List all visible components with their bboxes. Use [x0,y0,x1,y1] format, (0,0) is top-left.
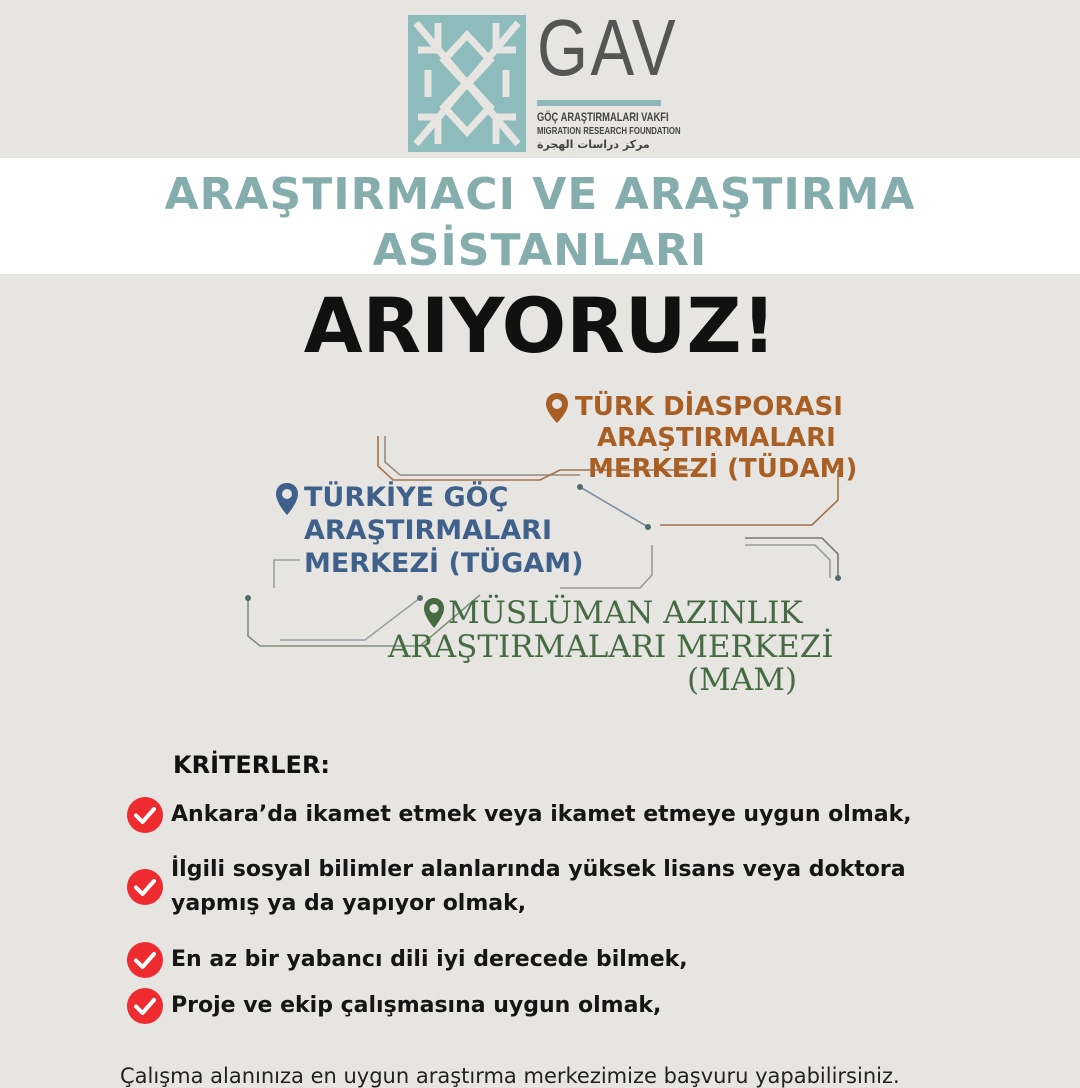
headline-line-1: ARAŞTIRMACI VE ARAŞTIRMA [164,169,916,220]
check-circle-icon [127,869,163,905]
check-circle-icon [127,797,163,833]
logo-subtitle-ar: مركز دراسات الهجرة [537,138,650,151]
tudam-line-3: MERKEZİ (TÜDAM) [588,454,858,484]
tugam-line-1: TÜRKİYE GÖÇ [304,482,509,513]
location-pin-icon [274,482,300,516]
tudam-line-1: TÜRK DİASPORASI [575,392,843,422]
logo-subtitle-en: MIGRATION RESEARCH FOUNDATION [537,126,681,137]
criteria-item-3: En az bir yabancı dili iyi derecede bilmek, [171,947,688,972]
check-circle-icon [127,942,163,978]
check-circle-icon [127,988,163,1024]
logo-subtitle-tr: GÖÇ ARAŞTIRMALARI VAKFI [537,110,669,124]
footer-note: Çalışma alanınıza en uygun araştırma merkezimize başvuru yapabilirsiniz. [120,1064,900,1088]
mam-line-3: (MAM) [687,662,798,698]
location-pin-icon [422,597,446,629]
criteria-item-4: Proje ve ekip çalışmasına uygun olmak, [171,993,662,1018]
criteria-item-1: Ankara’da ikamet etmek veya ikamet etmeye uygun olmak, [171,802,912,827]
criteria-title: KRİTERLER: [173,751,331,779]
call-to-action-title: ARIYORUZ! [303,281,777,370]
tugam-line-2: ARAŞTIRMALARI [304,515,552,546]
tugam-line-3: MERKEZİ (TÜGAM) [304,548,584,579]
tudam-line-2: ARAŞTIRMALARI [597,423,836,453]
logo-wordmark: GAV [537,3,679,92]
mam-line-2: ARAŞTIRMALARI MERKEZİ [388,629,834,665]
criteria-item-2-line-2: yapmış ya da yapıyor olmak, [171,891,527,916]
criteria-item-2-line-1: İlgili sosyal bilimler alanlarında yüksek lisans veya doktora [171,857,906,882]
headline-line-2: ASİSTANLARI [372,225,708,276]
location-pin-icon [544,392,570,424]
mam-line-1: MÜSLÜMAN AZINLIK [448,595,803,631]
